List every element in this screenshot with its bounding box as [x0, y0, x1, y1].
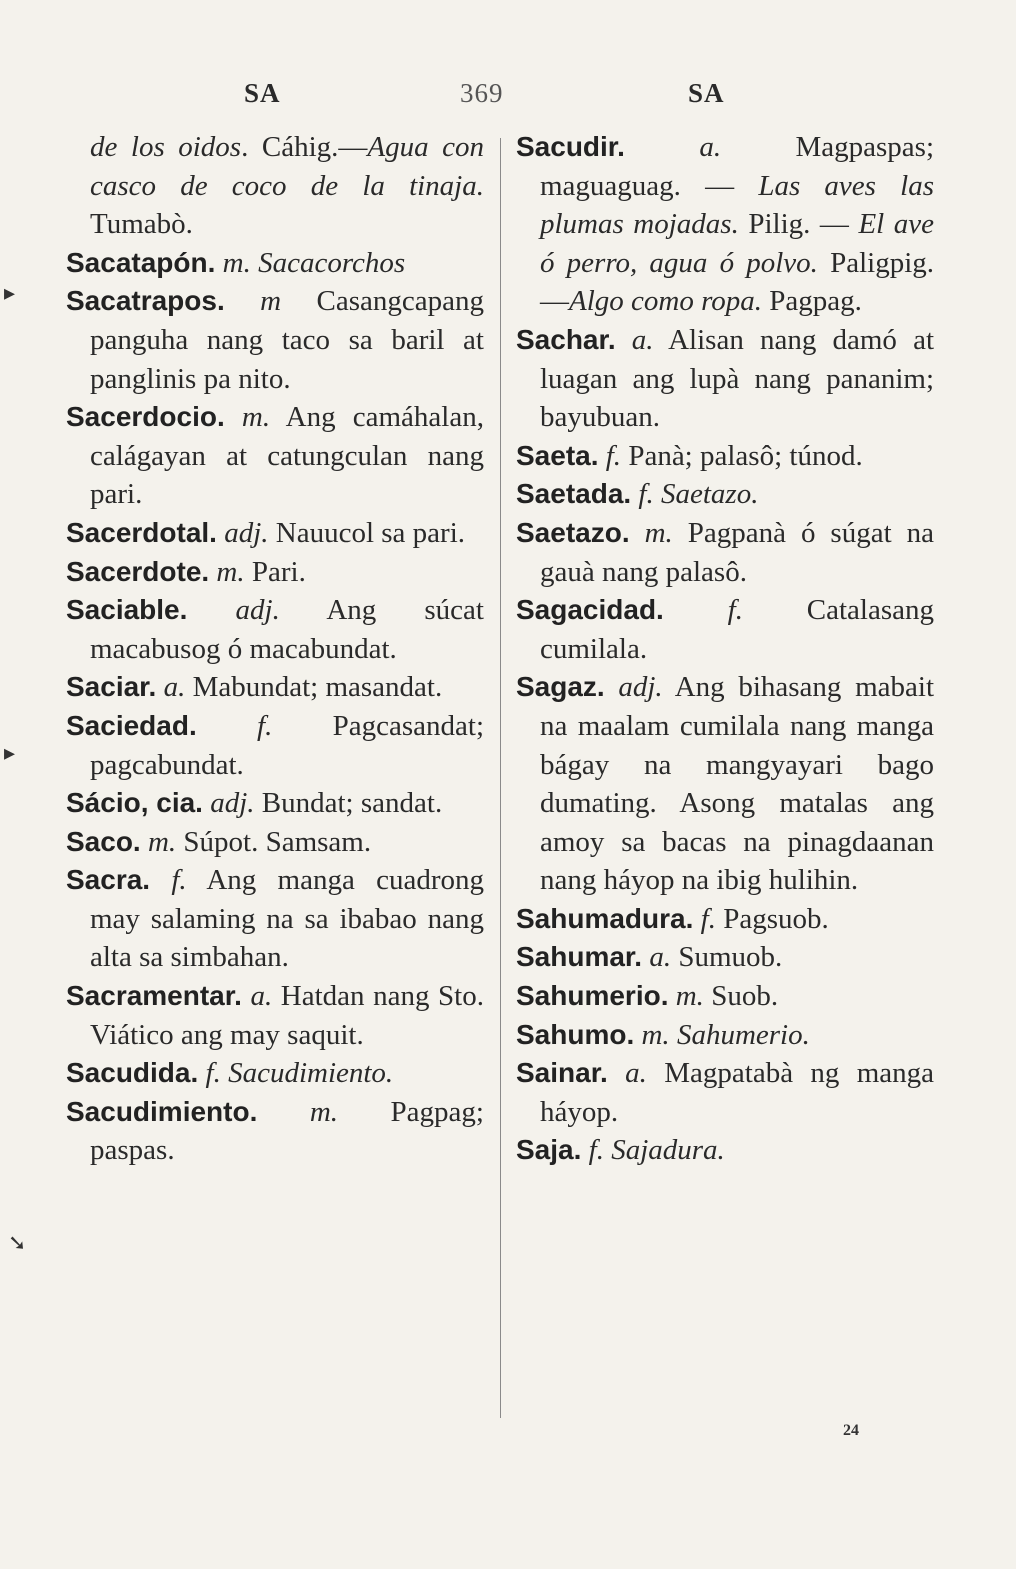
dictionary-entry: Sahumadura. f. Pagsuob. — [516, 902, 829, 935]
dictionary-entry: Saciedad. f. Pagcasandat; pagcabundat. — [66, 709, 484, 781]
dictionary-entry: Saco. m. Súpot. Samsam. — [66, 825, 372, 858]
dictionary-entry: Sacerdocio. m. Ang camáhalan, calágayan at catungculan nang pari. — [66, 401, 484, 511]
margin-mark-icon: ▸ — [4, 740, 16, 765]
dictionary-entry: Sacerdote. m. Pari. — [66, 555, 306, 588]
dictionary-entry: Sahumo. m. Sahumerio. — [516, 1018, 810, 1051]
dictionary-entry: Saetazo. m. Pagpanà ó súgat na gauà nang palasô. — [516, 516, 934, 588]
dictionary-entry: Sacatrapos. m Casangcapang panguha nang taco sa baril at panglinis pa nito. — [66, 285, 484, 395]
dictionary-entry: Sainar. a. Magpatabà ng manga háyop. — [516, 1057, 935, 1128]
dictionary-entry: Sacerdotal. adj. Nauucol sa pari. — [66, 516, 466, 549]
dictionary-entry: Saetada. f. Saetazo. — [516, 478, 759, 511]
continuation-entry: de los oidos. Cáhig.—Agua con casco de coco de la tinaja. Tumabò. — [90, 131, 484, 241]
header-left-guide-word: SA — [244, 78, 281, 108]
dictionary-entry: Sahumar. a. Sumuob. — [516, 941, 783, 974]
dictionary-entry: Sacramentar. a. Hatdan nang Sto. Viático ang may saquit. — [66, 980, 484, 1051]
dictionary-entry: Sacra. f. Ang manga cuadrong may salaming na sa ibabao nang alta sa simbahan. — [66, 864, 484, 974]
page-header — [0, 78, 1016, 118]
dictionary-entry: Sachar. a. Alisan nang damó at luagan ang lupà nang pananim; bayubuan. — [516, 323, 935, 434]
dictionary-entry: Sahumerio. m. Suob. — [516, 980, 779, 1013]
dictionary-entry: Sacudir. a. Magpaspas; maguaguag. — Las aves las plumas mojadas. Pilig. — El ave ó perro, agua ó polvo. Paligpig. —Algo como ropa. Pagpag. — [516, 131, 934, 318]
dictionary-entry: Sagaz. adj. Ang bihasang mabait na maalam cumilala nang manga bágay na mangyayari bago dumating. Asong matalas ang amoy sa bacas na pinagdaanan nang háyop na ibig hulihin. — [516, 671, 934, 897]
right-column — [516, 128, 934, 1170]
header-right-guide-word: SA — [688, 78, 725, 108]
page-number: 369 — [460, 78, 504, 108]
left-column — [66, 128, 484, 1170]
dictionary-entry: Sacudimiento. m. Pagpag; paspas. — [66, 1095, 484, 1167]
dictionary-entry: Sagacidad. f. Catalasang cumilala. — [516, 594, 935, 665]
dictionary-entry: Saja. f. Sajadura. — [516, 1134, 725, 1167]
dictionary-entry: Saciable. adj. Ang súcat macabusog ó macabundat. — [66, 594, 484, 665]
dictionary-entry: Saciar. a. Mabundat; masandat. — [66, 671, 443, 704]
column-divider — [500, 138, 501, 1418]
dictionary-entry: Sacatapón. m. Sacacorchos — [66, 246, 406, 279]
dictionary-entry: Saeta. f. Panà; palasô; túnod. — [516, 439, 863, 472]
signature-mark: 24 — [843, 1422, 859, 1439]
margin-arrow-icon: ➘ — [8, 1230, 27, 1255]
margin-mark-icon: ▸ — [4, 280, 16, 305]
dictionary-entry: Sácio, cia. adj. Bundat; sandat. — [66, 787, 443, 820]
dictionary-entry: Sacudida. f. Sacudimiento. — [66, 1057, 394, 1090]
